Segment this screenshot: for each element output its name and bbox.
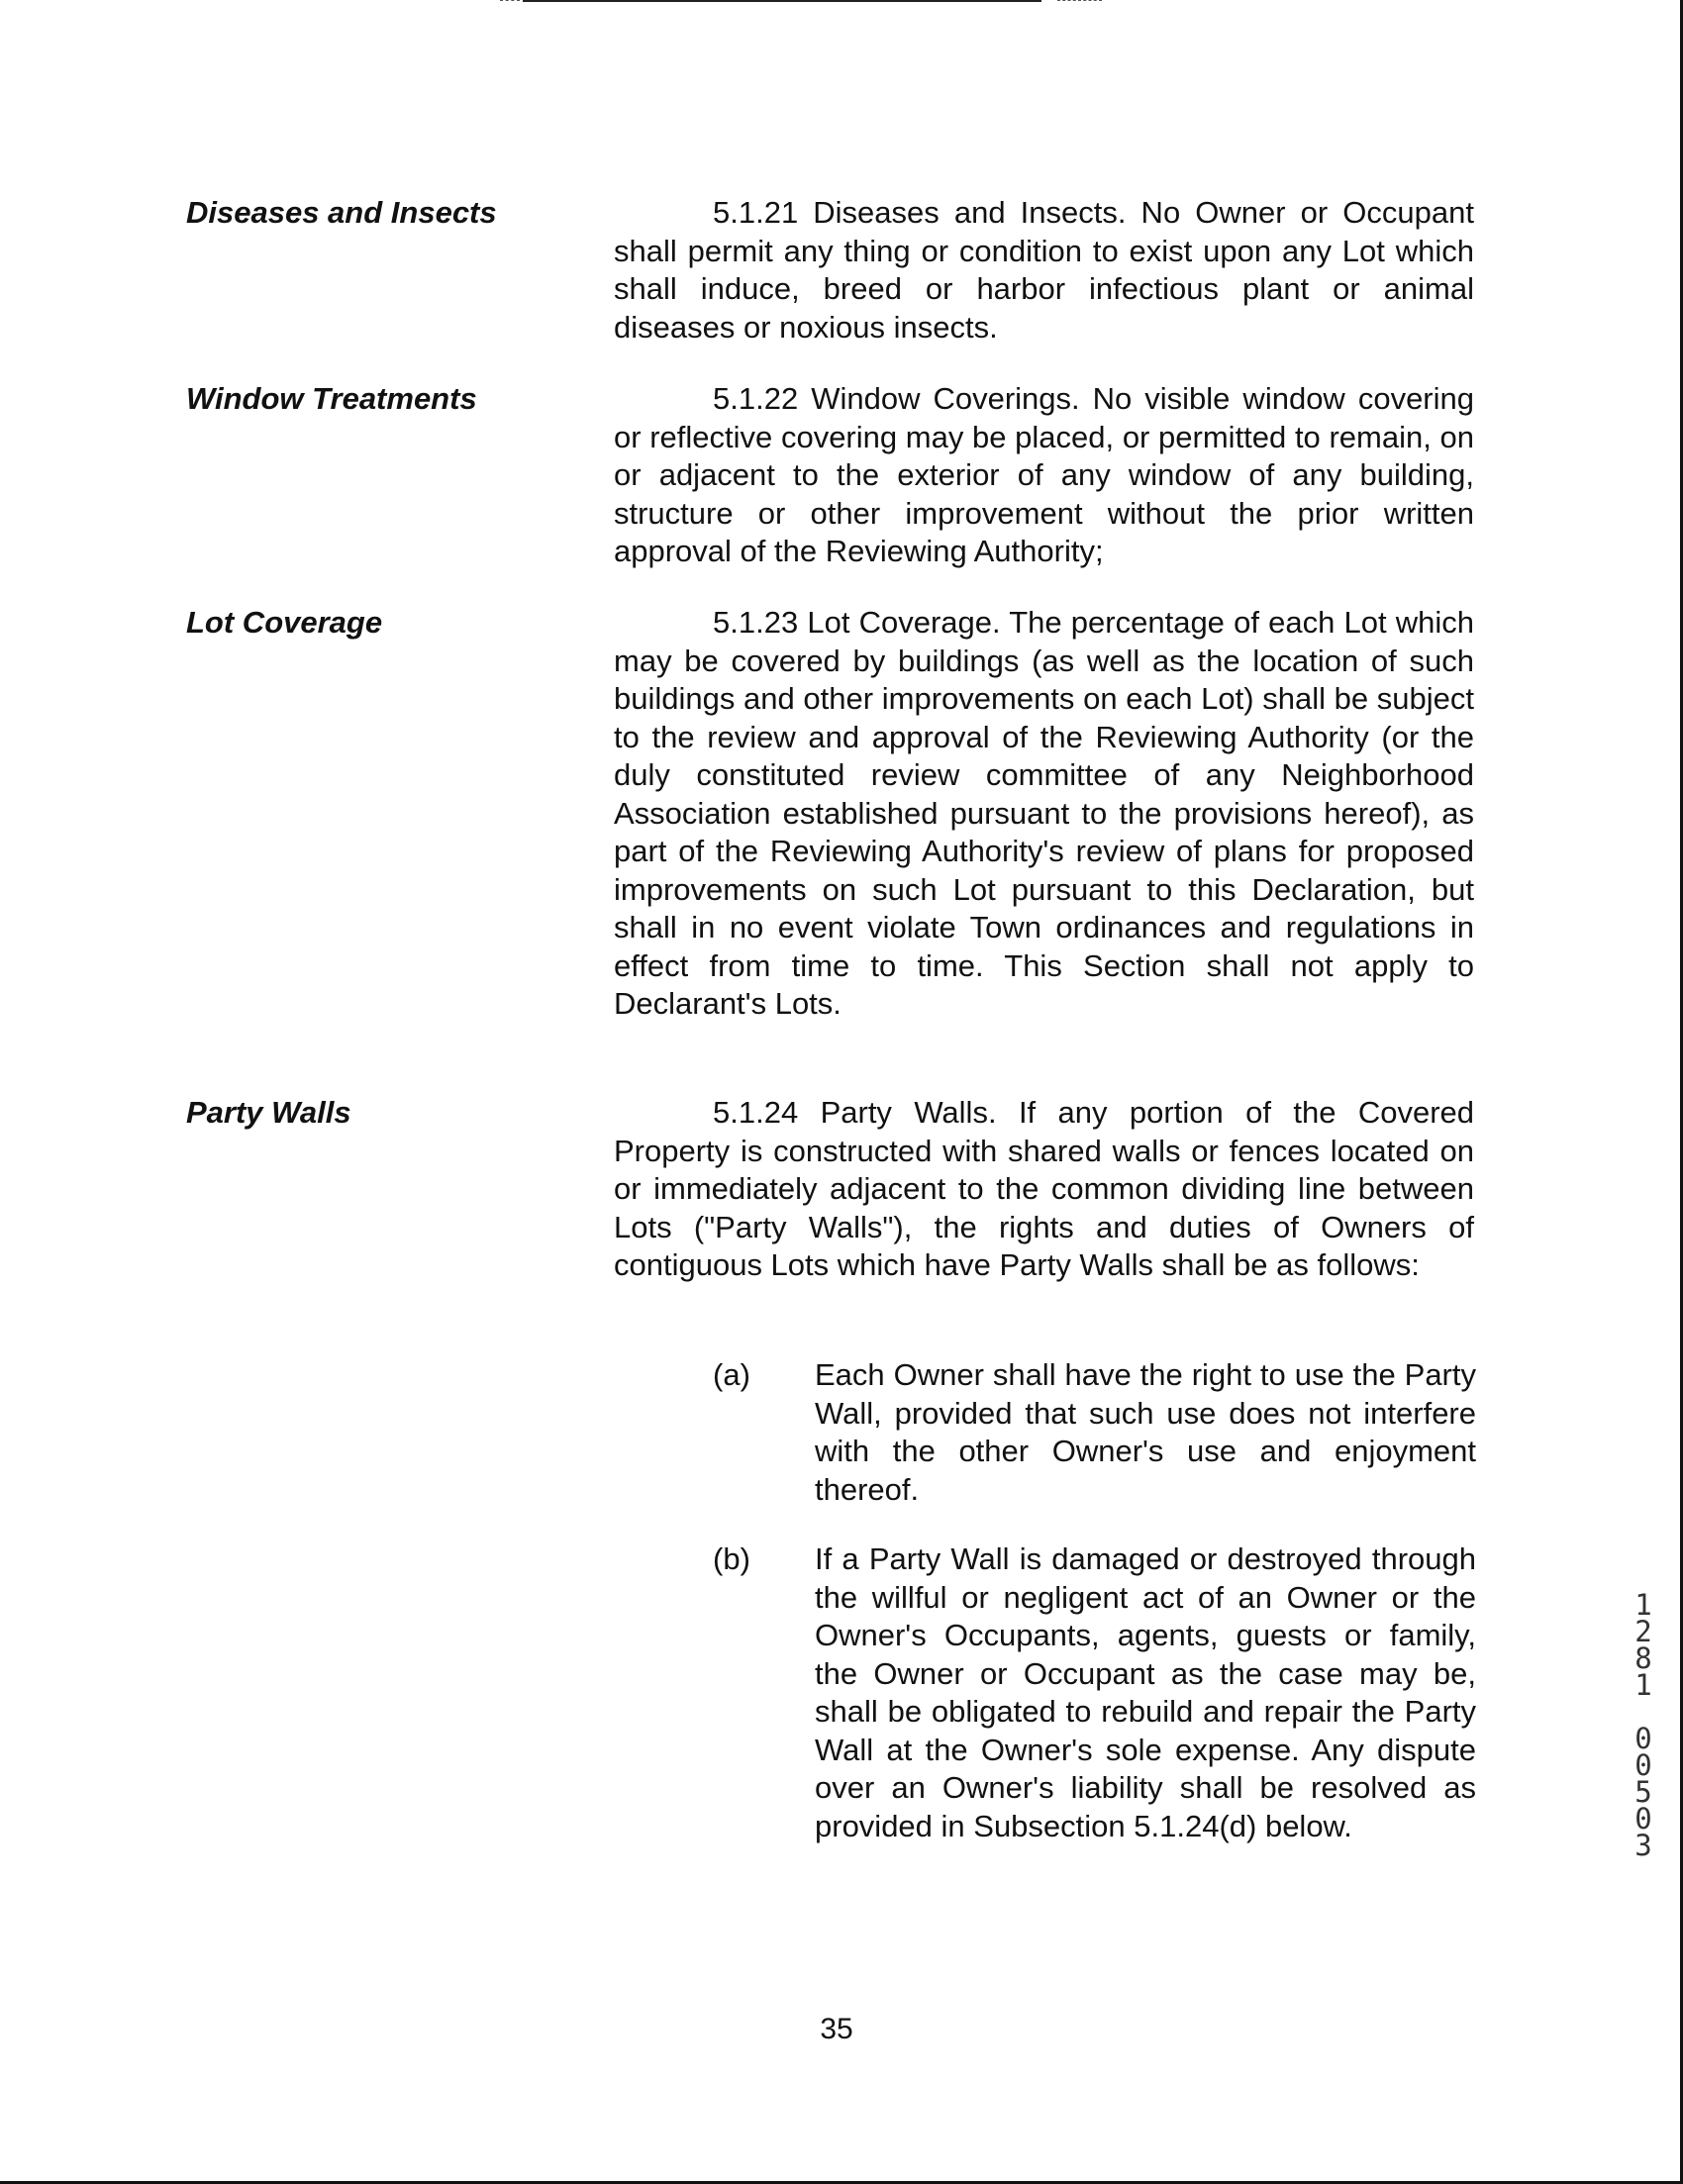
section-body bbox=[614, 604, 1474, 1024]
subsection-label: (a) bbox=[713, 1357, 750, 1392]
top-scan-rule bbox=[523, 0, 1041, 2]
section-body bbox=[614, 380, 1474, 571]
recording-stamp bbox=[1624, 1588, 1663, 1862]
margin-heading: Diseases and Insects bbox=[186, 195, 497, 230]
subsection-label: (b) bbox=[713, 1541, 750, 1576]
section-paragraph: 5.1.22 Window Coverings. No visible window covering or reflective covering may be placed, or permitted to remain, on or adjacent to the exterior of any window of any building, structure or other improvement without the prior written approval of the Reviewing Authority; bbox=[614, 381, 1474, 568]
subsection-text: If a Party Wall is damaged or destroyed through the willful or negligent act of an Owner or the Owner's Occupants, agents, guests or family, the Owner or Occupant as the case may be, shall be obligated to rebuild and repair the Party Wall at the Owner's sole expense. Any dispute over an Owner's liability shall be resolved as provided in Subsection 5.1.24(d) below. bbox=[815, 1541, 1476, 1843]
section-body bbox=[614, 194, 1474, 347]
margin-heading: Party Walls bbox=[186, 1095, 351, 1130]
section-body bbox=[614, 1094, 1474, 1285]
margin-heading: Window Treatments bbox=[186, 381, 477, 416]
top-scan-mark-right bbox=[1057, 0, 1102, 2]
page-number: 35 bbox=[820, 2013, 853, 2045]
section-paragraph: 5.1.21 Diseases and Insects. No Owner or Occupant shall permit any thing or condition to exist upon any Lot which shall induce, breed or harbor infectious plant or animal diseases or noxious insects. bbox=[614, 195, 1474, 345]
section-paragraph: 5.1.23 Lot Coverage. The percentage of each Lot which may be covered by buildings (as well as the location of such buildings and other improvements on each Lot) shall be subject to the review and approval of the Reviewing Authority (or the duly constituted review committee of any Neighborhood Association established pursuant to the provisions hereof), as part of the Reviewing Authority's review of plans for proposed improvements on such Lot pursuant to this Declaration, but shall in no event violate Town ordinances and regulations in effect from time to time. This Section shall not apply to Declarant's Lots. bbox=[614, 605, 1474, 1021]
section-paragraph: 5.1.24 Party Walls. If any portion of the Covered Property is constructed with shared walls or fences located on or immediately adjacent to the common dividing line between Lots ("Party Walls"), the rights and duties of Owners of contiguous Lots which have Party Walls shall be as follows: bbox=[614, 1095, 1474, 1282]
subsection-text: Each Owner shall have the right to use the Party Wall, provided that such use does not interfere with the other Owner's use and enjoyment thereof. bbox=[815, 1357, 1476, 1507]
recording-stamp-text: 1 2 8 1 0 0 5 0 3 bbox=[1634, 1588, 1652, 1862]
top-scan-mark-left bbox=[500, 0, 520, 2]
margin-heading: Lot Coverage bbox=[186, 605, 383, 640]
